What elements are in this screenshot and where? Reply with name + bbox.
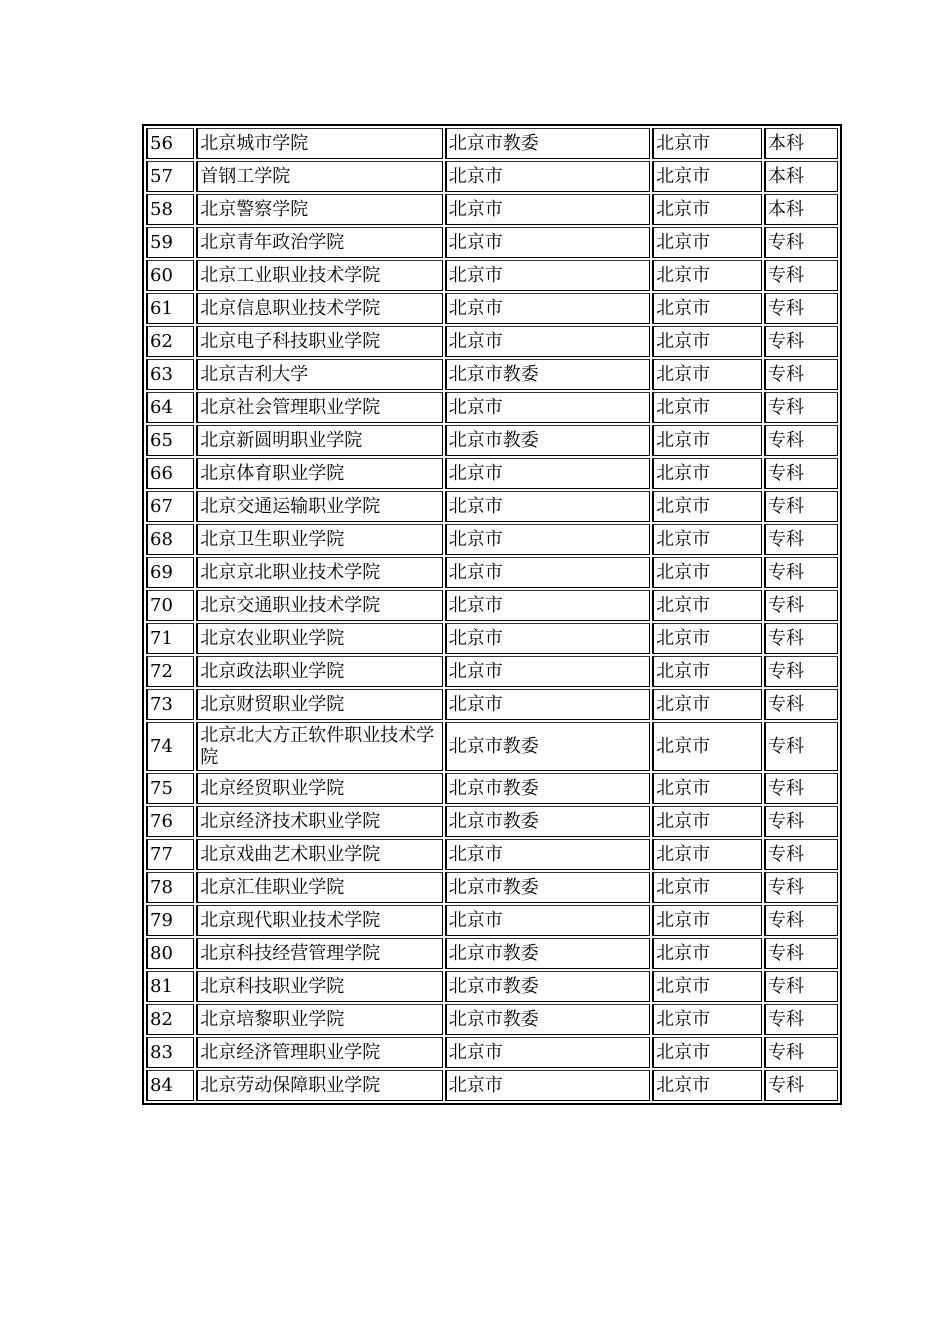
location-cell: 北京市 (652, 425, 762, 456)
authority-cell: 北京市教委 (445, 773, 650, 804)
table-row (146, 557, 838, 588)
row-number-cell: 60 (146, 260, 194, 291)
school-name-cell: 北京经济管理职业学院 (196, 1037, 442, 1068)
authority-cell: 北京市 (445, 227, 650, 258)
school-name-cell: 北京吉利大学 (196, 359, 442, 390)
row-number-cell: 70 (146, 590, 194, 621)
table-row (146, 128, 838, 159)
row-number-cell: 83 (146, 1037, 194, 1068)
table-row (146, 392, 838, 423)
level-cell: 专科 (764, 773, 838, 804)
row-number-cell: 68 (146, 524, 194, 555)
school-name-cell: 北京培黎职业学院 (196, 1004, 442, 1035)
authority-cell: 北京市 (445, 1070, 650, 1101)
row-number-cell: 67 (146, 491, 194, 522)
school-name-cell: 北京警察学院 (196, 194, 442, 225)
level-cell: 专科 (764, 1004, 838, 1035)
authority-cell: 北京市 (445, 656, 650, 687)
row-number-cell: 73 (146, 689, 194, 720)
level-cell: 专科 (764, 524, 838, 555)
authority-cell: 北京市教委 (445, 359, 650, 390)
location-cell: 北京市 (652, 1037, 762, 1068)
location-cell: 北京市 (652, 905, 762, 936)
location-cell: 北京市 (652, 1070, 762, 1101)
location-cell: 北京市 (652, 227, 762, 258)
authority-cell: 北京市 (445, 905, 650, 936)
row-number-cell: 78 (146, 872, 194, 903)
level-cell: 专科 (764, 1070, 838, 1101)
table-row (146, 491, 838, 522)
row-number-cell: 82 (146, 1004, 194, 1035)
level-cell: 专科 (764, 623, 838, 654)
authority-cell: 北京市 (445, 839, 650, 870)
authority-cell: 北京市 (445, 1037, 650, 1068)
school-name-cell: 北京北大方正软件职业技术学院 (196, 722, 442, 771)
row-number-cell: 72 (146, 656, 194, 687)
level-cell: 专科 (764, 293, 838, 324)
row-number-cell: 76 (146, 806, 194, 837)
table-row (146, 1070, 838, 1101)
row-number-cell: 57 (146, 161, 194, 192)
location-cell: 北京市 (652, 458, 762, 489)
row-number-cell: 81 (146, 971, 194, 1002)
table-row (146, 1004, 838, 1035)
authority-cell: 北京市教委 (445, 971, 650, 1002)
level-cell: 专科 (764, 806, 838, 837)
school-name-cell: 北京京北职业技术学院 (196, 557, 442, 588)
row-number-cell: 79 (146, 905, 194, 936)
level-cell: 专科 (764, 722, 838, 771)
school-name-cell: 北京信息职业技术学院 (196, 293, 442, 324)
authority-cell: 北京市教委 (445, 806, 650, 837)
location-cell: 北京市 (652, 491, 762, 522)
authority-cell: 北京市教委 (445, 722, 650, 771)
university-table (142, 124, 842, 1105)
row-number-cell: 69 (146, 557, 194, 588)
school-name-cell: 北京工业职业技术学院 (196, 260, 442, 291)
location-cell: 北京市 (652, 161, 762, 192)
authority-cell: 北京市 (445, 623, 650, 654)
school-name-cell: 北京新圆明职业学院 (196, 425, 442, 456)
table-row (146, 872, 838, 903)
level-cell: 专科 (764, 971, 838, 1002)
level-cell: 专科 (764, 260, 838, 291)
level-cell: 本科 (764, 194, 838, 225)
level-cell: 专科 (764, 392, 838, 423)
level-cell: 专科 (764, 326, 838, 357)
location-cell: 北京市 (652, 293, 762, 324)
location-cell: 北京市 (652, 806, 762, 837)
level-cell: 专科 (764, 1037, 838, 1068)
table-row (146, 458, 838, 489)
authority-cell: 北京市 (445, 293, 650, 324)
school-name-cell: 北京科技经营管理学院 (196, 938, 442, 969)
location-cell: 北京市 (652, 839, 762, 870)
authority-cell: 北京市 (445, 392, 650, 423)
location-cell: 北京市 (652, 128, 762, 159)
level-cell: 专科 (764, 689, 838, 720)
location-cell: 北京市 (652, 623, 762, 654)
location-cell: 北京市 (652, 773, 762, 804)
row-number-cell: 59 (146, 227, 194, 258)
table-row (146, 293, 838, 324)
table-row (146, 806, 838, 837)
school-name-cell: 北京卫生职业学院 (196, 524, 442, 555)
location-cell: 北京市 (652, 557, 762, 588)
table-row (146, 194, 838, 225)
row-number-cell: 58 (146, 194, 194, 225)
location-cell: 北京市 (652, 590, 762, 621)
level-cell: 专科 (764, 905, 838, 936)
table-row (146, 839, 838, 870)
table-row (146, 722, 838, 771)
school-name-cell: 北京劳动保障职业学院 (196, 1070, 442, 1101)
table-row (146, 623, 838, 654)
authority-cell: 北京市教委 (445, 938, 650, 969)
table-row (146, 689, 838, 720)
authority-cell: 北京市教委 (445, 1004, 650, 1035)
table-row (146, 971, 838, 1002)
level-cell: 专科 (764, 656, 838, 687)
level-cell: 本科 (764, 161, 838, 192)
table-row (146, 161, 838, 192)
table-row (146, 359, 838, 390)
authority-cell: 北京市教委 (445, 425, 650, 456)
level-cell: 专科 (764, 227, 838, 258)
row-number-cell: 64 (146, 392, 194, 423)
location-cell: 北京市 (652, 722, 762, 771)
school-name-cell: 北京交通运输职业学院 (196, 491, 442, 522)
row-number-cell: 74 (146, 722, 194, 771)
location-cell: 北京市 (652, 524, 762, 555)
location-cell: 北京市 (652, 689, 762, 720)
school-name-cell: 北京戏曲艺术职业学院 (196, 839, 442, 870)
location-cell: 北京市 (652, 392, 762, 423)
school-name-cell: 北京城市学院 (196, 128, 442, 159)
authority-cell: 北京市教委 (445, 128, 650, 159)
authority-cell: 北京市 (445, 326, 650, 357)
location-cell: 北京市 (652, 872, 762, 903)
level-cell: 专科 (764, 458, 838, 489)
location-cell: 北京市 (652, 656, 762, 687)
table-row (146, 905, 838, 936)
table-row (146, 938, 838, 969)
table-row (146, 260, 838, 291)
school-name-cell: 首钢工学院 (196, 161, 442, 192)
table-row (146, 590, 838, 621)
row-number-cell: 84 (146, 1070, 194, 1101)
row-number-cell: 65 (146, 425, 194, 456)
school-name-cell: 北京经济技术职业学院 (196, 806, 442, 837)
authority-cell: 北京市 (445, 458, 650, 489)
level-cell: 专科 (764, 491, 838, 522)
school-name-cell: 北京财贸职业学院 (196, 689, 442, 720)
row-number-cell: 77 (146, 839, 194, 870)
row-number-cell: 63 (146, 359, 194, 390)
school-name-cell: 北京汇佳职业学院 (196, 872, 442, 903)
authority-cell: 北京市 (445, 194, 650, 225)
level-cell: 专科 (764, 938, 838, 969)
school-name-cell: 北京科技职业学院 (196, 971, 442, 1002)
row-number-cell: 62 (146, 326, 194, 357)
school-name-cell: 北京社会管理职业学院 (196, 392, 442, 423)
school-name-cell: 北京政法职业学院 (196, 656, 442, 687)
table-row (146, 1037, 838, 1068)
school-name-cell: 北京青年政治学院 (196, 227, 442, 258)
row-number-cell: 75 (146, 773, 194, 804)
level-cell: 专科 (764, 425, 838, 456)
table-row (146, 656, 838, 687)
location-cell: 北京市 (652, 971, 762, 1002)
authority-cell: 北京市 (445, 161, 650, 192)
authority-cell: 北京市 (445, 491, 650, 522)
row-number-cell: 66 (146, 458, 194, 489)
row-number-cell: 71 (146, 623, 194, 654)
level-cell: 专科 (764, 557, 838, 588)
table-row (146, 524, 838, 555)
level-cell: 专科 (764, 872, 838, 903)
row-number-cell: 56 (146, 128, 194, 159)
authority-cell: 北京市 (445, 590, 650, 621)
school-name-cell: 北京现代职业技术学院 (196, 905, 442, 936)
authority-cell: 北京市 (445, 524, 650, 555)
authority-cell: 北京市 (445, 557, 650, 588)
location-cell: 北京市 (652, 194, 762, 225)
level-cell: 专科 (764, 359, 838, 390)
table-row (146, 227, 838, 258)
location-cell: 北京市 (652, 359, 762, 390)
location-cell: 北京市 (652, 260, 762, 291)
level-cell: 本科 (764, 128, 838, 159)
school-name-cell: 北京交通职业技术学院 (196, 590, 442, 621)
table-row (146, 425, 838, 456)
school-name-cell: 北京体育职业学院 (196, 458, 442, 489)
authority-cell: 北京市 (445, 689, 650, 720)
table-row (146, 773, 838, 804)
location-cell: 北京市 (652, 326, 762, 357)
table-body (146, 128, 838, 1101)
table-row (146, 326, 838, 357)
location-cell: 北京市 (652, 938, 762, 969)
authority-cell: 北京市 (445, 260, 650, 291)
level-cell: 专科 (764, 590, 838, 621)
row-number-cell: 61 (146, 293, 194, 324)
school-name-cell: 北京农业职业学院 (196, 623, 442, 654)
location-cell: 北京市 (652, 1004, 762, 1035)
school-name-cell: 北京电子科技职业学院 (196, 326, 442, 357)
level-cell: 专科 (764, 839, 838, 870)
school-name-cell: 北京经贸职业学院 (196, 773, 442, 804)
row-number-cell: 80 (146, 938, 194, 969)
authority-cell: 北京市教委 (445, 872, 650, 903)
